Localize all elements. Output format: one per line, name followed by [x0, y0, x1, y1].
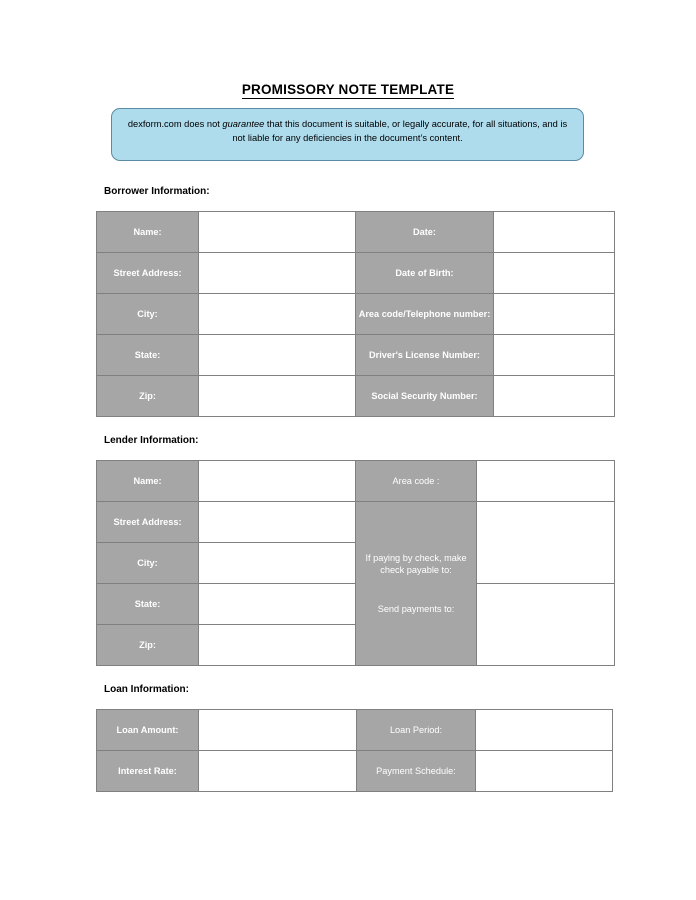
page-title-text: PROMISSORY NOTE TEMPLATE [241, 82, 455, 97]
table-row [97, 710, 613, 751]
lender-area-code-label: Area code : [356, 461, 477, 502]
lender-zip-label: Zip: [97, 625, 199, 666]
borrower-city-label: City: [97, 294, 199, 335]
payment-schedule-field[interactable] [476, 751, 613, 792]
table-row [97, 212, 615, 253]
lender-check-payable-label: If paying by check, make check payable to: [365, 552, 467, 576]
table-row [97, 253, 615, 294]
borrower-zip-label: Zip: [97, 376, 199, 417]
interest-rate-field[interactable] [199, 751, 357, 792]
lender-name-label: Name: [97, 461, 199, 502]
lender-city-field[interactable] [199, 543, 356, 584]
lender-state-field[interactable] [199, 584, 356, 625]
table-row [97, 751, 613, 792]
disclaimer-text-before: dexform.com does not [127, 119, 223, 129]
disclaimer-banner [111, 108, 584, 161]
page-title [0, 82, 696, 97]
disclaimer-text-after: that this document is suitable, or legally accurate, for all situations, and is not liable for any deficiencies in the document’s content. [232, 119, 568, 143]
section-heading-loan: Loan Information: [104, 684, 189, 695]
table-row [97, 461, 615, 502]
borrower-social-security-field[interactable] [494, 376, 615, 417]
lender-city-label: City: [97, 543, 199, 584]
lender-send-payments-field[interactable] [477, 584, 615, 666]
borrower-street-address-label: Street Address: [97, 253, 199, 294]
borrower-name-field[interactable] [199, 212, 356, 253]
loan-amount-label: Loan Amount: [97, 710, 199, 751]
lender-payment-instructions-cell [356, 502, 477, 666]
loan-period-field[interactable] [476, 710, 613, 751]
lender-information-table [96, 460, 615, 666]
borrower-state-field[interactable] [199, 335, 356, 376]
borrower-information-table [96, 211, 615, 417]
lender-street-address-field[interactable] [199, 502, 356, 543]
loan-period-label: Loan Period: [357, 710, 476, 751]
borrower-drivers-license-label: Driver's License Number: [356, 335, 494, 376]
borrower-zip-field[interactable] [199, 376, 356, 417]
lender-state-label: State: [97, 584, 199, 625]
borrower-date-label: Date: [356, 212, 494, 253]
borrower-social-security-label: Social Security Number: [356, 376, 494, 417]
disclaimer-text-italic: guarantee [222, 119, 265, 129]
loan-amount-field[interactable] [199, 710, 357, 751]
loan-information-table [96, 709, 613, 792]
borrower-date-of-birth-label: Date of Birth: [356, 253, 494, 294]
lender-street-address-label: Street Address: [97, 502, 199, 543]
borrower-city-field[interactable] [199, 294, 356, 335]
table-row [97, 502, 615, 543]
borrower-telephone-label: Area code/Telephone number: [356, 294, 494, 335]
interest-rate-label: Interest Rate: [97, 751, 199, 792]
borrower-street-address-field[interactable] [199, 253, 356, 294]
borrower-date-of-birth-field[interactable] [494, 253, 615, 294]
lender-area-code-field[interactable] [477, 461, 615, 502]
borrower-name-label: Name: [97, 212, 199, 253]
borrower-drivers-license-field[interactable] [494, 335, 615, 376]
borrower-telephone-field[interactable] [494, 294, 615, 335]
payment-schedule-label: Payment Schedule: [357, 751, 476, 792]
lender-send-payments-label: Send payments to: [377, 603, 455, 614]
table-row [97, 335, 615, 376]
disclaimer-text [123, 117, 573, 145]
table-row [97, 376, 615, 417]
lender-zip-field[interactable] [199, 625, 356, 666]
section-heading-borrower: Borrower Information: [104, 186, 210, 197]
lender-check-payable-field[interactable] [477, 502, 615, 584]
table-row [97, 294, 615, 335]
borrower-state-label: State: [97, 335, 199, 376]
section-heading-lender: Lender Information: [104, 435, 199, 446]
lender-name-field[interactable] [199, 461, 356, 502]
borrower-date-field[interactable] [494, 212, 615, 253]
